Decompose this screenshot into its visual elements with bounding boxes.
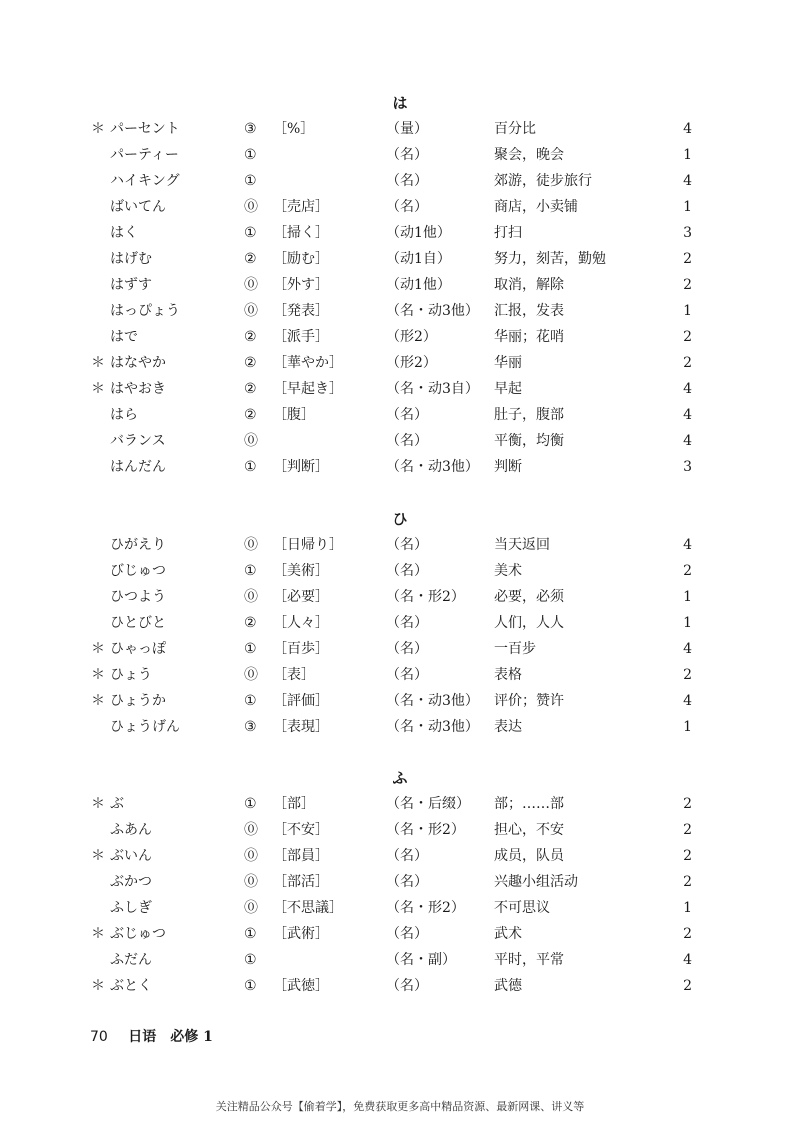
kanji-writing: ［判断］ — [273, 459, 329, 475]
vocab-entry-row — [0, 662, 800, 688]
kanji-writing: ［不安］ — [273, 822, 329, 838]
accent-mark: ① — [244, 978, 257, 994]
kanji-writing: ［日帰り］ — [273, 537, 343, 553]
level-number: 2 — [683, 848, 692, 864]
chinese-meaning: 人们，人人 — [494, 615, 564, 631]
kana-reading: ひょうか — [110, 693, 166, 709]
accent-mark: ⓪ — [244, 589, 258, 605]
kanji-writing: ［武徳］ — [273, 978, 329, 994]
vocab-entry-row — [0, 610, 800, 636]
chinese-meaning: 武德 — [494, 978, 522, 994]
vocab-entry-row — [0, 142, 800, 168]
level-number: 2 — [683, 796, 692, 812]
kanji-writing: ［部］ — [273, 796, 315, 812]
kana-reading: ぶとく — [110, 978, 152, 994]
kanji-writing: ［表現］ — [273, 719, 329, 735]
chinese-meaning: 成员，队员 — [494, 848, 564, 864]
accent-mark: ① — [244, 147, 257, 163]
star-marker: ＊ — [91, 693, 105, 709]
accent-mark: ① — [244, 952, 257, 968]
kana-reading: ひつよう — [110, 589, 166, 605]
kana-reading: はっぴょう — [110, 303, 180, 319]
part-of-speech: （名・动3他） — [386, 719, 479, 735]
level-number: 4 — [683, 381, 692, 397]
chinese-meaning: 百分比 — [494, 121, 536, 137]
star-marker: ＊ — [91, 848, 105, 864]
vocab-entry-row — [0, 428, 800, 454]
accent-mark: ① — [244, 459, 257, 475]
kana-reading: ひとびと — [110, 615, 166, 631]
chinese-meaning: 兴趣小组活动 — [494, 874, 578, 890]
kana-reading: パーセント — [110, 121, 180, 137]
page-number: 70 — [90, 1029, 108, 1045]
part-of-speech: （动1自） — [386, 251, 451, 267]
level-number: 2 — [683, 355, 692, 371]
accent-mark: ② — [244, 251, 257, 267]
part-of-speech: （形2） — [386, 329, 437, 345]
accent-mark: ⓪ — [244, 900, 258, 916]
level-number: 4 — [683, 433, 692, 449]
kana-reading: ばいてん — [110, 199, 166, 215]
kana-reading: はやおき — [110, 381, 166, 397]
level-number: 4 — [683, 641, 692, 657]
kana-reading: バランス — [110, 433, 166, 449]
kana-reading: はなやか — [110, 355, 166, 371]
kanji-writing: ［人々］ — [273, 615, 329, 631]
star-marker: ＊ — [91, 926, 105, 942]
kana-reading: ぶじゅつ — [110, 926, 166, 942]
vocab-entry-row — [0, 168, 800, 194]
kanji-writing: ［励む］ — [273, 251, 329, 267]
kanji-writing: ［発表］ — [273, 303, 329, 319]
vocab-entry-row — [0, 895, 800, 921]
accent-mark: ① — [244, 796, 257, 812]
vocab-entry-row — [0, 636, 800, 662]
accent-mark: ① — [244, 641, 257, 657]
vocab-entry-row — [0, 558, 800, 584]
part-of-speech: （名） — [386, 641, 428, 657]
chinese-meaning: 必要，必须 — [494, 589, 564, 605]
page-footer — [90, 1026, 213, 1046]
part-of-speech: （名） — [386, 537, 428, 553]
kana-reading: パーティー — [110, 147, 179, 163]
kana-reading: はげむ — [110, 251, 152, 267]
kanji-writing: ［部員］ — [273, 848, 329, 864]
accent-mark: ③ — [244, 121, 257, 137]
accent-mark: ② — [244, 355, 257, 371]
kanji-writing: ［美術］ — [273, 563, 329, 579]
kanji-writing: ［華やか］ — [273, 355, 343, 371]
level-number: 4 — [683, 693, 692, 709]
part-of-speech: （名・形2） — [386, 589, 465, 605]
vocab-entry-row — [0, 947, 800, 973]
chinese-meaning: 部；……部 — [494, 796, 564, 812]
vocab-entry-row — [0, 220, 800, 246]
watermark-text: 关注精品公众号【偷着学】，免费获取更多高中精品资源、最新网课、讲义等 — [215, 1100, 585, 1113]
level-number: 2 — [683, 329, 692, 345]
kanji-writing: ［百歩］ — [273, 641, 329, 657]
part-of-speech: （名） — [386, 848, 428, 864]
part-of-speech: （名） — [386, 926, 428, 942]
vocab-entry-row — [0, 791, 800, 817]
chinese-meaning: 当天返回 — [494, 537, 550, 553]
chinese-meaning: 郊游，徒步旅行 — [494, 173, 592, 189]
level-number: 1 — [683, 303, 692, 319]
accent-mark: ⓪ — [244, 667, 258, 683]
kanji-writing: ［派手］ — [273, 329, 329, 345]
vocab-entry-row — [0, 246, 800, 272]
level-number: 1 — [683, 147, 692, 163]
chinese-meaning: 汇报，发表 — [494, 303, 564, 319]
part-of-speech: （名） — [386, 407, 428, 423]
star-marker: ＊ — [91, 355, 105, 371]
level-number: 4 — [683, 173, 692, 189]
accent-mark: ⓪ — [244, 537, 258, 553]
kana-reading: ひゃっぽ — [110, 641, 166, 657]
chinese-meaning: 武术 — [494, 926, 522, 942]
chinese-meaning: 一百步 — [494, 641, 536, 657]
chinese-meaning: 华丽；花哨 — [494, 329, 564, 345]
part-of-speech: （名） — [386, 667, 428, 683]
section-heading: ふ — [392, 769, 408, 787]
accent-mark: ⓪ — [244, 874, 258, 890]
vocab-entry-row — [0, 376, 800, 402]
part-of-speech: （名・形2） — [386, 900, 465, 916]
level-number: 2 — [683, 277, 692, 293]
level-number: 3 — [683, 459, 692, 475]
kana-reading: はずす — [110, 277, 152, 293]
kanji-writing: ［表］ — [273, 667, 315, 683]
accent-mark: ② — [244, 329, 257, 345]
level-number: 2 — [683, 874, 692, 890]
chinese-meaning: 华丽 — [494, 355, 522, 371]
kana-reading: ふだん — [110, 952, 152, 968]
level-number: 4 — [683, 121, 692, 137]
accent-mark: ⓪ — [244, 277, 258, 293]
kana-reading: びじゅつ — [110, 563, 166, 579]
level-number: 4 — [683, 407, 692, 423]
level-number: 2 — [683, 926, 692, 942]
book-title: 日语 必修 1 — [128, 1029, 213, 1045]
accent-mark: ③ — [244, 719, 257, 735]
level-number: 1 — [683, 900, 692, 916]
chinese-meaning: 评价；赞许 — [494, 693, 564, 709]
accent-mark: ① — [244, 693, 257, 709]
level-number: 3 — [683, 225, 692, 241]
level-number: 1 — [683, 199, 692, 215]
section-heading: は — [392, 94, 408, 112]
kanji-writing: ［腹］ — [273, 407, 315, 423]
chinese-meaning: 美术 — [494, 563, 522, 579]
level-number: 2 — [683, 822, 692, 838]
accent-mark: ⓪ — [244, 303, 258, 319]
kanji-writing: ［早起き］ — [273, 381, 343, 397]
chinese-meaning: 平时，平常 — [494, 952, 564, 968]
kana-reading: ひがえり — [110, 537, 166, 553]
star-marker: ＊ — [91, 667, 105, 683]
chinese-meaning: 担心，不安 — [494, 822, 564, 838]
chinese-meaning: 努力，刻苦，勤勉 — [494, 251, 606, 267]
part-of-speech: （量） — [386, 121, 428, 137]
chinese-meaning: 早起 — [494, 381, 522, 397]
kanji-writing: ［掃く］ — [273, 225, 329, 241]
part-of-speech: （名） — [386, 433, 428, 449]
vocab-entry-row — [0, 116, 800, 142]
chinese-meaning: 表格 — [494, 667, 522, 683]
part-of-speech: （名・副） — [386, 952, 456, 968]
level-number: 2 — [683, 978, 692, 994]
chinese-meaning: 不可思议 — [494, 900, 550, 916]
part-of-speech: （名・动3他） — [386, 693, 479, 709]
vocab-entry-row — [0, 843, 800, 869]
vocab-entry-row — [0, 869, 800, 895]
part-of-speech: （名・动3他） — [386, 459, 479, 475]
vocab-entry-row — [0, 532, 800, 558]
star-marker: ＊ — [91, 121, 105, 137]
kana-reading: はく — [110, 225, 138, 241]
kana-reading: はんだん — [110, 459, 166, 475]
part-of-speech: （名） — [386, 615, 428, 631]
kana-reading: はら — [110, 407, 138, 423]
accent-mark: ⓪ — [244, 822, 258, 838]
vocab-entry-row — [0, 817, 800, 843]
part-of-speech: （名） — [386, 978, 428, 994]
level-number: 2 — [683, 251, 692, 267]
kana-reading: ひょう — [110, 667, 152, 683]
part-of-speech: （名・动3他） — [386, 303, 479, 319]
vocab-entry-row — [0, 454, 800, 480]
part-of-speech: （名・形2） — [386, 822, 465, 838]
part-of-speech: （动1他） — [386, 225, 451, 241]
kana-reading: ぶかつ — [110, 874, 152, 890]
vocab-entry-row — [0, 194, 800, 220]
part-of-speech: （名） — [386, 563, 428, 579]
vocab-entry-row — [0, 298, 800, 324]
accent-mark: ⓪ — [244, 199, 258, 215]
kana-reading: ぶ — [110, 796, 124, 812]
level-number: 4 — [683, 952, 692, 968]
kanji-writing: ［売店］ — [273, 199, 329, 215]
star-marker: ＊ — [91, 381, 105, 397]
accent-mark: ⓪ — [244, 848, 258, 864]
vocab-entry-row — [0, 272, 800, 298]
part-of-speech: （名） — [386, 147, 428, 163]
star-marker: ＊ — [91, 978, 105, 994]
chinese-meaning: 取消，解除 — [494, 277, 564, 293]
part-of-speech: （名） — [386, 874, 428, 890]
part-of-speech: （动1他） — [386, 277, 451, 293]
accent-mark: ⓪ — [244, 433, 258, 449]
vocab-entry-row — [0, 402, 800, 428]
vocab-entry-row — [0, 584, 800, 610]
chinese-meaning: 聚会，晚会 — [494, 147, 564, 163]
accent-mark: ② — [244, 381, 257, 397]
kanji-writing: ［部活］ — [273, 874, 329, 890]
level-number: 1 — [683, 615, 692, 631]
chinese-meaning: 表达 — [494, 719, 522, 735]
kana-reading: ハイキング — [110, 173, 180, 189]
level-number: 1 — [683, 589, 692, 605]
kana-reading: ひょうげん — [110, 719, 180, 735]
vocab-entry-row — [0, 350, 800, 376]
accent-mark: ① — [244, 563, 257, 579]
kana-reading: ふあん — [110, 822, 152, 838]
chinese-meaning: 打扫 — [494, 225, 522, 241]
kanji-writing: ［必要］ — [273, 589, 329, 605]
section-heading: ひ — [392, 510, 408, 528]
level-number: 4 — [683, 537, 692, 553]
kanji-writing: ［%］ — [273, 121, 315, 137]
part-of-speech: （名・动3自） — [386, 381, 479, 397]
kana-reading: ぶいん — [110, 848, 152, 864]
kanji-writing: ［不思議］ — [273, 900, 343, 916]
chinese-meaning: 判断 — [494, 459, 522, 475]
part-of-speech: （名） — [386, 199, 428, 215]
level-number: 2 — [683, 667, 692, 683]
star-marker: ＊ — [91, 641, 105, 657]
accent-mark: ① — [244, 173, 257, 189]
accent-mark: ① — [244, 225, 257, 241]
chinese-meaning: 平衡，均衡 — [494, 433, 564, 449]
kanji-writing: ［武術］ — [273, 926, 329, 942]
vocab-entry-row — [0, 714, 800, 740]
star-marker: ＊ — [91, 796, 105, 812]
level-number: 1 — [683, 719, 692, 735]
vocab-entry-row — [0, 688, 800, 714]
kana-reading: はで — [110, 329, 138, 345]
vocab-entry-row — [0, 973, 800, 999]
kanji-writing: ［外す］ — [273, 277, 329, 293]
vocab-entry-row — [0, 324, 800, 350]
chinese-meaning: 商店，小卖铺 — [494, 199, 578, 215]
kana-reading: ふしぎ — [110, 900, 152, 916]
vocab-entry-row — [0, 921, 800, 947]
part-of-speech: （名） — [386, 173, 428, 189]
accent-mark: ② — [244, 615, 257, 631]
level-number: 2 — [683, 563, 692, 579]
accent-mark: ① — [244, 926, 257, 942]
accent-mark: ② — [244, 407, 257, 423]
part-of-speech: （名・后缀） — [386, 796, 470, 812]
part-of-speech: （形2） — [386, 355, 437, 371]
kanji-writing: ［評価］ — [273, 693, 329, 709]
chinese-meaning: 肚子，腹部 — [494, 407, 564, 423]
